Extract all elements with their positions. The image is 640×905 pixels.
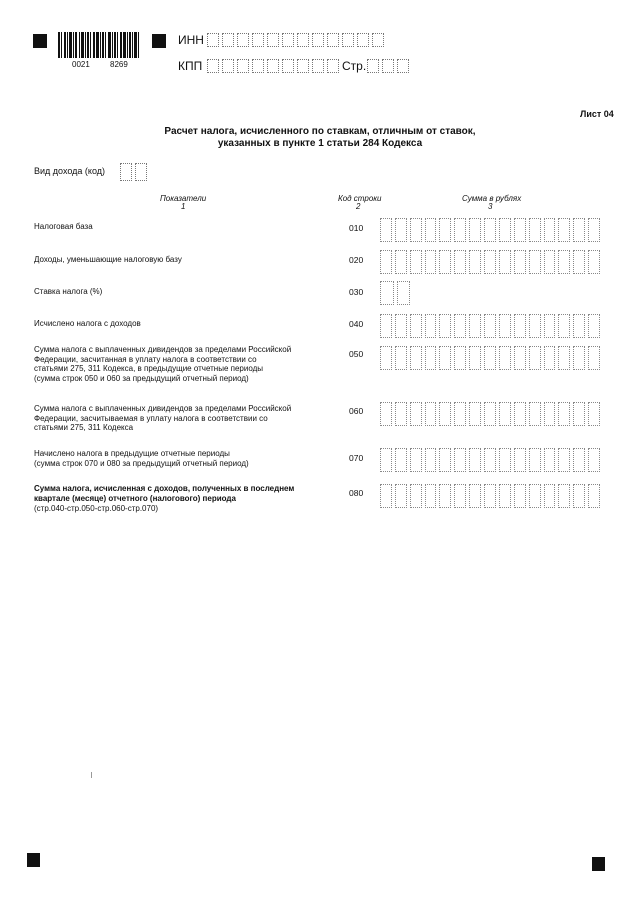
- row-050-label-line-4: (сумма строк 050 и 060 за предыдущий отчетный период): [34, 373, 249, 383]
- page-field[interactable]: [367, 59, 409, 73]
- registration-marker-bottom-left: [27, 853, 40, 867]
- registration-marker-top-mid: [152, 34, 166, 48]
- row-060-amount-field[interactable]: [380, 402, 600, 426]
- scan-speck: [91, 772, 92, 778]
- row-060-label-line-2: Федерации, засчитываемая в уплату налога в соответствии со: [34, 413, 268, 423]
- row-070-label-line-2: (сумма строк 070 и 080 за предыдущий отчетный период): [34, 459, 249, 468]
- inn-field[interactable]: [207, 33, 384, 47]
- row-010-amount-field[interactable]: [380, 218, 600, 242]
- row-030-code: 030: [349, 287, 364, 297]
- row-070-label-line-1: Начислено налога в предыдущие отчетные периоды: [34, 449, 230, 458]
- column-indicators-number: 1: [181, 202, 186, 211]
- row-050-code: 050: [349, 349, 364, 359]
- registration-marker-bottom-right: [592, 857, 605, 871]
- barcode-number-right: 8269: [110, 60, 128, 69]
- row-050-amount-field[interactable]: [380, 346, 600, 370]
- sheet-label: Лист 04: [580, 109, 614, 119]
- inn-label: ИНН: [178, 33, 204, 47]
- row-060-label-line-3: статьями 275, 311 Кодекса: [34, 423, 134, 432]
- row-070-amount-field[interactable]: [380, 448, 600, 472]
- row-040-code: 040: [349, 319, 364, 329]
- row-050-label-line-2: Федерации, засчитанная в уплату налога в соответствии со: [34, 354, 257, 364]
- page-label: Стр.: [342, 59, 367, 73]
- row-020-label: Доходы, уменьшающие налоговую базу: [34, 255, 182, 264]
- column-sum-header: Сумма в рублях: [462, 194, 522, 203]
- row-040-label: Исчислено налога с доходов: [34, 319, 141, 328]
- row-020-code: 020: [349, 255, 364, 265]
- row-050-label-line-1: Сумма налога с выплаченных дивидендов за пределами Российской: [34, 345, 292, 354]
- row-060-code: 060: [349, 406, 364, 416]
- row-070-code: 070: [349, 453, 364, 463]
- row-060-label-line-1: Сумма налога с выплаченных дивидендов за пределами Российской: [34, 404, 292, 413]
- column-line-code-header: Код строки: [338, 194, 382, 203]
- row-080-label-line-1: Сумма налога, исчисленная с доходов, полученных в последнем: [34, 484, 295, 493]
- row-010-label: Налоговая база: [34, 222, 93, 231]
- column-indicators-header: Показатели: [160, 194, 207, 203]
- title-line-2: указанных в пункте 1 статьи 284 Кодекса: [217, 138, 423, 149]
- kpp-label: КПП: [178, 59, 203, 73]
- column-line-code-number: 2: [356, 202, 361, 211]
- income-type-label: Вид дохода (код): [34, 166, 105, 176]
- barcode-number-left: 0021: [72, 60, 90, 69]
- row-030-rate-field[interactable]: [380, 281, 410, 305]
- registration-marker-top-left: [33, 34, 47, 48]
- row-080-label-line-3: (стр.040-стр.050-стр.060-стр.070): [34, 504, 159, 513]
- row-050-label-line-3: статьями 275, 311 Кодекса, в предыдущие отчетные периоды: [34, 364, 264, 373]
- row-080-code: 080: [349, 488, 364, 498]
- row-030-label: Ставка налога (%): [34, 287, 103, 296]
- row-040-amount-field[interactable]: [380, 314, 600, 338]
- row-080-label-line-2: квартале (месяце) отчетного (налогового) периода: [34, 494, 236, 503]
- income-type-field[interactable]: [120, 163, 147, 181]
- kpp-field[interactable]: [207, 59, 339, 73]
- title-line-1: Расчет налога, исчисленного по ставкам, отличным от ставок,: [164, 126, 476, 137]
- row-010-code: 010: [349, 223, 364, 233]
- row-080-amount-field[interactable]: [380, 484, 600, 508]
- row-020-amount-field[interactable]: [380, 250, 600, 274]
- column-sum-number: 3: [488, 202, 493, 211]
